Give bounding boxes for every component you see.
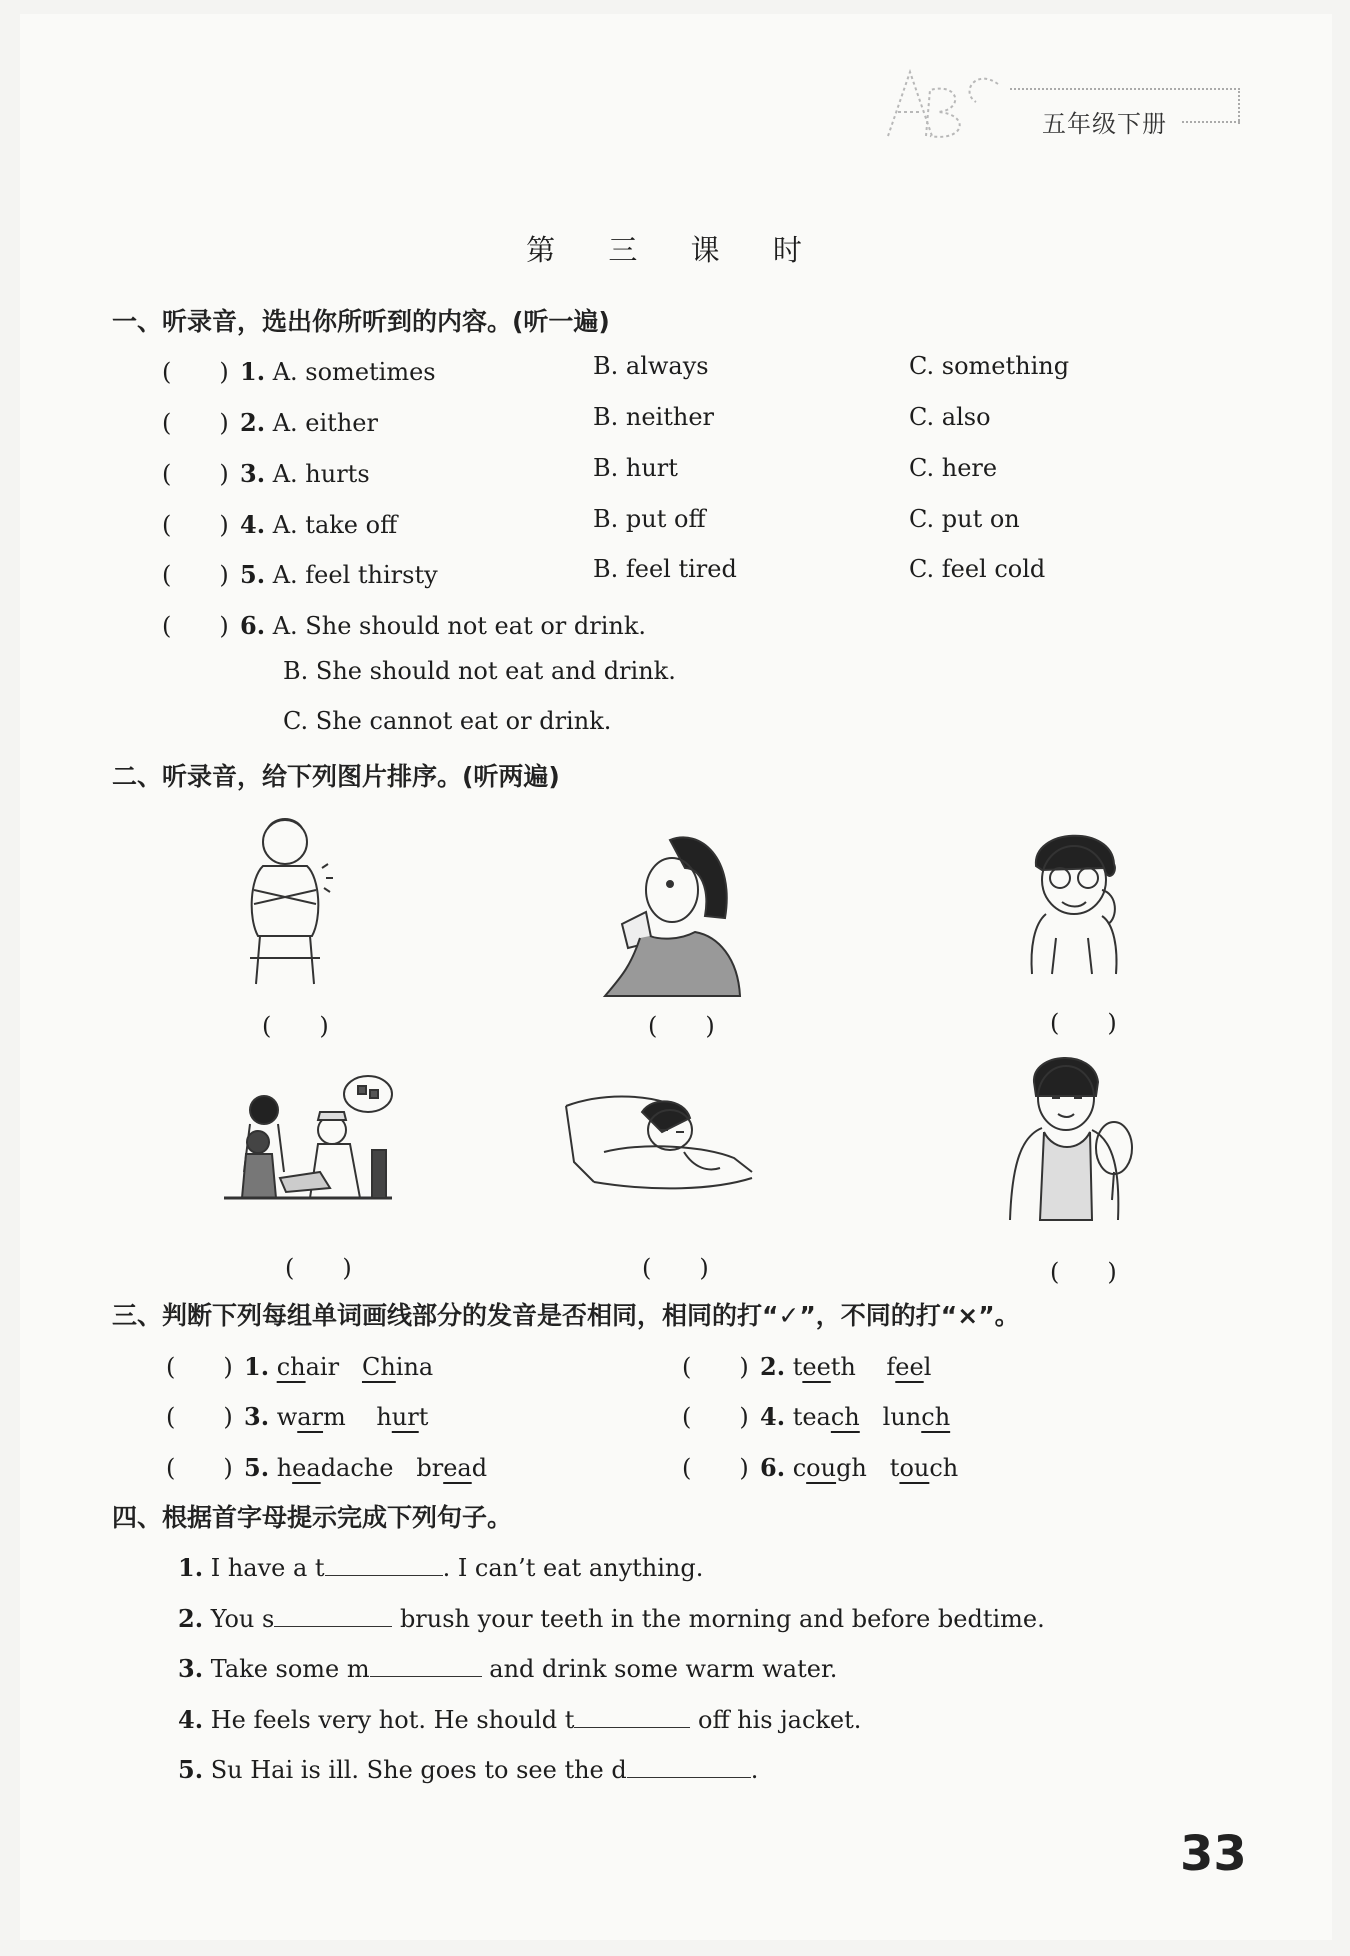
option-b: B. feel tired bbox=[593, 555, 737, 583]
header-dotted-border bbox=[1182, 121, 1240, 123]
header-dotted-border bbox=[1238, 88, 1240, 124]
option-b: B. put off bbox=[593, 505, 706, 533]
answer-paren[interactable]: ( ) bbox=[166, 1403, 233, 1431]
phonics-item: ( ) 1. chair China bbox=[166, 1347, 433, 1382]
option-b: B. She should not eat and drink. bbox=[283, 657, 676, 685]
toothache-boy-picture bbox=[1022, 828, 1127, 976]
girl-drinking-picture bbox=[600, 828, 745, 998]
phonics-item: ( ) 4. teach lunch bbox=[682, 1397, 950, 1432]
question-row: ( ) 3. A. hurts bbox=[162, 454, 370, 489]
lesson-title: 第 三 课 时 bbox=[526, 233, 824, 267]
option-c: C. She cannot eat or drink. bbox=[283, 707, 612, 735]
section-1-title: 一、听录音，选出你所听到的内容。(听一遍) bbox=[112, 307, 610, 336]
doctor-visit-picture bbox=[220, 1072, 395, 1210]
answer-paren[interactable]: ( ) bbox=[166, 1454, 233, 1482]
answer-paren[interactable]: ( ) bbox=[162, 409, 229, 437]
page-number: 33 bbox=[1180, 1826, 1247, 1882]
answer-paren[interactable]: ( ) bbox=[162, 612, 229, 640]
picture-answer-paren[interactable]: ( ) bbox=[262, 1012, 329, 1040]
option-c: C. here bbox=[909, 454, 998, 482]
question-row: ( ) 1. A. sometimes bbox=[162, 352, 436, 387]
answer-paren[interactable]: ( ) bbox=[682, 1454, 749, 1482]
cold-grandma-picture bbox=[230, 808, 340, 990]
picture-answer-paren[interactable]: ( ) bbox=[285, 1254, 352, 1282]
phonics-item: ( ) 3. warm hurt bbox=[166, 1397, 428, 1432]
answer-blank[interactable] bbox=[274, 1600, 392, 1627]
answer-blank[interactable] bbox=[325, 1549, 443, 1576]
grade-label: 五年级下册 bbox=[1042, 110, 1167, 138]
option-c: C. also bbox=[909, 403, 991, 431]
sleeping-man-picture bbox=[564, 1082, 756, 1204]
option-c: C. put on bbox=[909, 505, 1020, 533]
phonics-item: ( ) 5. headache bread bbox=[166, 1448, 487, 1483]
answer-paren[interactable]: ( ) bbox=[162, 358, 229, 386]
sentence-item: 2. You s brush your teeth in the morning and before bedtime. bbox=[178, 1600, 1045, 1633]
phonics-item: ( ) 2. teeth feel bbox=[682, 1347, 931, 1382]
answer-paren[interactable]: ( ) bbox=[166, 1353, 233, 1381]
option-b: B. always bbox=[593, 352, 709, 380]
section-4-title: 四、根据首字母提示完成下列句子。 bbox=[112, 1503, 513, 1532]
option-b: B. hurt bbox=[593, 454, 678, 482]
option-c: C. something bbox=[909, 352, 1070, 380]
hot-man-fanning-picture bbox=[1002, 1052, 1140, 1222]
answer-blank[interactable] bbox=[627, 1751, 751, 1778]
phonics-item: ( ) 6. cough touch bbox=[682, 1448, 958, 1483]
picture-answer-paren[interactable]: ( ) bbox=[1050, 1258, 1117, 1286]
answer-blank[interactable] bbox=[574, 1701, 690, 1728]
option-b: B. neither bbox=[593, 403, 715, 431]
answer-paren[interactable]: ( ) bbox=[162, 460, 229, 488]
option-c: C. feel cold bbox=[909, 555, 1046, 583]
picture-answer-paren[interactable]: ( ) bbox=[1050, 1009, 1117, 1037]
sentence-item: 5. Su Hai is ill. She goes to see the d . bbox=[178, 1751, 758, 1784]
question-row: ( ) 5. A. feel thirsty bbox=[162, 555, 438, 590]
question-row: ( ) 6. A. She should not eat or drink. bbox=[162, 606, 646, 641]
section-3-title: 三、判断下列每组单词画线部分的发音是否相同，相同的打“✓”，不同的打“×”。 bbox=[112, 1301, 1020, 1330]
sentence-item: 1. I have a t . I can’t eat anything. bbox=[178, 1549, 703, 1582]
picture-answer-paren[interactable]: ( ) bbox=[648, 1012, 715, 1040]
answer-paren[interactable]: ( ) bbox=[682, 1403, 749, 1431]
answer-paren[interactable]: ( ) bbox=[162, 561, 229, 589]
picture-answer-paren[interactable]: ( ) bbox=[642, 1254, 709, 1282]
question-row: ( ) 2. A. either bbox=[162, 403, 378, 438]
answer-blank[interactable] bbox=[370, 1650, 482, 1677]
section-2-title: 二、听录音，给下列图片排序。(听两遍) bbox=[112, 762, 560, 791]
answer-paren[interactable]: ( ) bbox=[162, 511, 229, 539]
sentence-item: 4. He feels very hot. He should t off his jacket. bbox=[178, 1701, 861, 1734]
abc-logo-icon bbox=[880, 62, 1010, 142]
header-dotted-border bbox=[1010, 88, 1240, 90]
sentence-item: 3. Take some m and drink some warm water. bbox=[178, 1650, 837, 1683]
question-row: ( ) 4. A. take off bbox=[162, 505, 397, 540]
answer-paren[interactable]: ( ) bbox=[682, 1353, 749, 1381]
